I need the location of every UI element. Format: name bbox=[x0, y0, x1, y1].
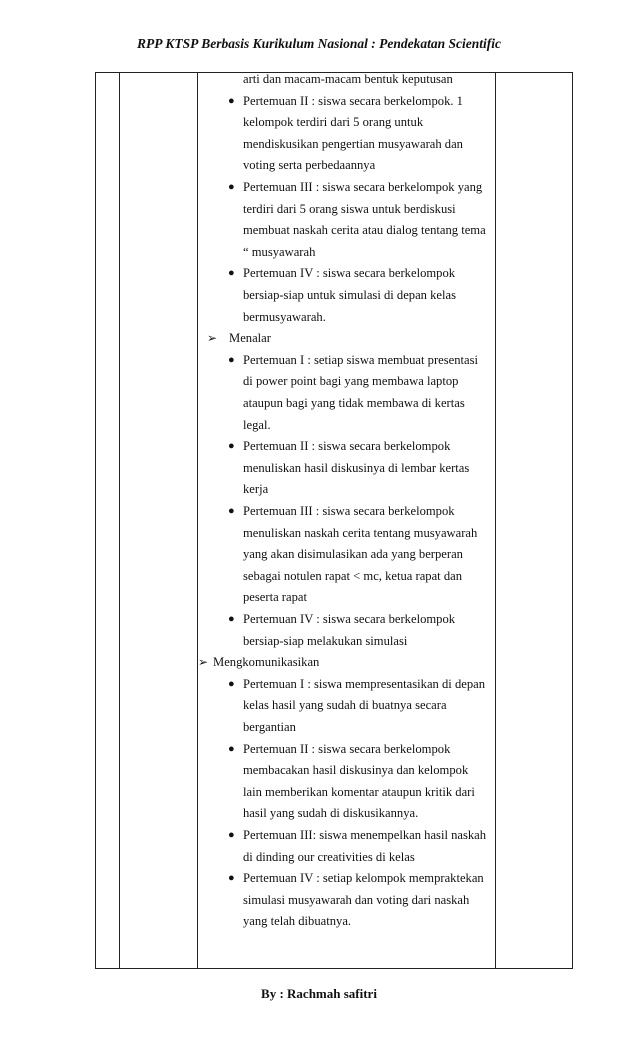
arrow-bullet-icon: ➢ bbox=[207, 331, 218, 346]
bullet-icon: ● bbox=[228, 613, 235, 625]
list-item-line: di dinding our creativities di kelas bbox=[243, 849, 415, 864]
list-item-line: Pertemuan I : siswa mempresentasikan di depan bbox=[243, 676, 486, 691]
section-heading-menalar: Menalar bbox=[229, 331, 271, 346]
list-item-line: Pertemuan III : siswa secara berkelompok yang bbox=[243, 180, 483, 194]
list-item-line: legal. bbox=[243, 417, 271, 432]
list-item-line: bersiap-siap untuk simulasi di depan kelas bbox=[243, 288, 456, 302]
section-heading-mengkomunikasikan: Mengkomunikasikan bbox=[213, 655, 320, 670]
list-item-line: bergantian bbox=[243, 720, 296, 734]
bullet-icon: ● bbox=[228, 181, 235, 193]
bullet-icon: ● bbox=[228, 829, 235, 841]
list-item-line: Pertemuan IV : siswa secara berkelompok bbox=[243, 266, 456, 281]
list-item-line: Pertemuan III: siswa menempelkan hasil naskah bbox=[243, 828, 487, 842]
page-footer: By : Rachmah safitri bbox=[261, 986, 377, 1001]
list-item-line: sebagai notulen rapat < mc, ketua rapat dan bbox=[243, 568, 463, 583]
list-item-line: Pertemuan IV : siswa secara berkelompok bbox=[243, 612, 456, 626]
continuation-line: arti dan macam-macam bentuk keputusan bbox=[243, 72, 453, 86]
list-item-line: voting serta perbedaannya bbox=[243, 158, 376, 173]
bullet-icon: ● bbox=[228, 353, 235, 366]
table-column-divider bbox=[119, 73, 120, 968]
list-item-line: ataupun bagi yang tidak membawa di kertas bbox=[243, 396, 465, 410]
table-column-divider bbox=[495, 73, 496, 968]
list-item-line: di power point bagi yang membawa laptop bbox=[243, 374, 459, 389]
list-item-line: terdiri dari 5 orang siswa untuk berdiskusi bbox=[243, 201, 456, 216]
list-item-line: Pertemuan III : siswa secara berkelompok bbox=[243, 504, 455, 518]
list-item-line: menuliskan naskah cerita tentang musyawarah bbox=[243, 525, 478, 540]
list-item-line: Pertemuan IV : setiap kelompok mempraktekan bbox=[243, 871, 484, 886]
list-item-line: kelas hasil yang sudah di buatnya secara bbox=[243, 698, 447, 713]
arrow-bullet-icon: ➢ bbox=[198, 655, 209, 670]
list-item-line: mendiskusikan pengertian musyawarah dan bbox=[243, 136, 463, 151]
list-item-line: hasil yang sudah di diskusikannya. bbox=[243, 806, 419, 821]
bullet-icon: ● bbox=[228, 440, 235, 453]
list-item-line: Pertemuan II : siswa secara berkelompok bbox=[243, 741, 451, 756]
bullet-icon: ● bbox=[228, 742, 235, 755]
list-item-line: yang akan disimulasikan ada yang berperan bbox=[243, 547, 463, 562]
list-item-line: membuat naskah cerita atau dialog tentang tema bbox=[243, 223, 486, 238]
list-item-line: Pertemuan II : siswa secara berkelompok bbox=[243, 439, 451, 454]
list-item-line: “ musyawarah bbox=[243, 244, 316, 259]
bullet-icon: ● bbox=[228, 505, 235, 517]
bullet-icon: ● bbox=[228, 677, 235, 690]
list-item-line: lain memberikan komentar ataupun kritik dari bbox=[243, 784, 475, 799]
list-item-line: bersiap-siap melakukan simulasi bbox=[243, 633, 408, 648]
list-item-line: kerja bbox=[243, 482, 269, 497]
bullet-icon: ● bbox=[228, 267, 235, 280]
bullet-icon: ● bbox=[228, 872, 235, 885]
list-item-line: Pertemuan II : siswa secara berkelompok. 1 bbox=[243, 93, 463, 108]
list-item-line: simulasi musyawarah dan voting dari naskah bbox=[243, 892, 470, 907]
list-item-line: kelompok terdiri dari 5 orang untuk bbox=[243, 115, 424, 130]
bullet-icon: ● bbox=[228, 94, 235, 107]
list-item-line: menuliskan hasil diskusinya di lembar kertas bbox=[243, 460, 470, 475]
table-column-divider bbox=[197, 73, 198, 968]
list-item-line: Pertemuan I : setiap siswa membuat presentasi bbox=[243, 352, 479, 367]
list-item-line: peserta rapat bbox=[243, 590, 307, 605]
list-item-line: yang telah dibuatnya. bbox=[243, 914, 352, 929]
list-item-line: bermusyawarah. bbox=[243, 309, 326, 324]
list-item-line: membacakan hasil diskusinya dan kelompok bbox=[243, 763, 469, 778]
page-header: RPP KTSP Berbasis Kurikulum Nasional : Pendekatan Scientific bbox=[137, 36, 501, 51]
